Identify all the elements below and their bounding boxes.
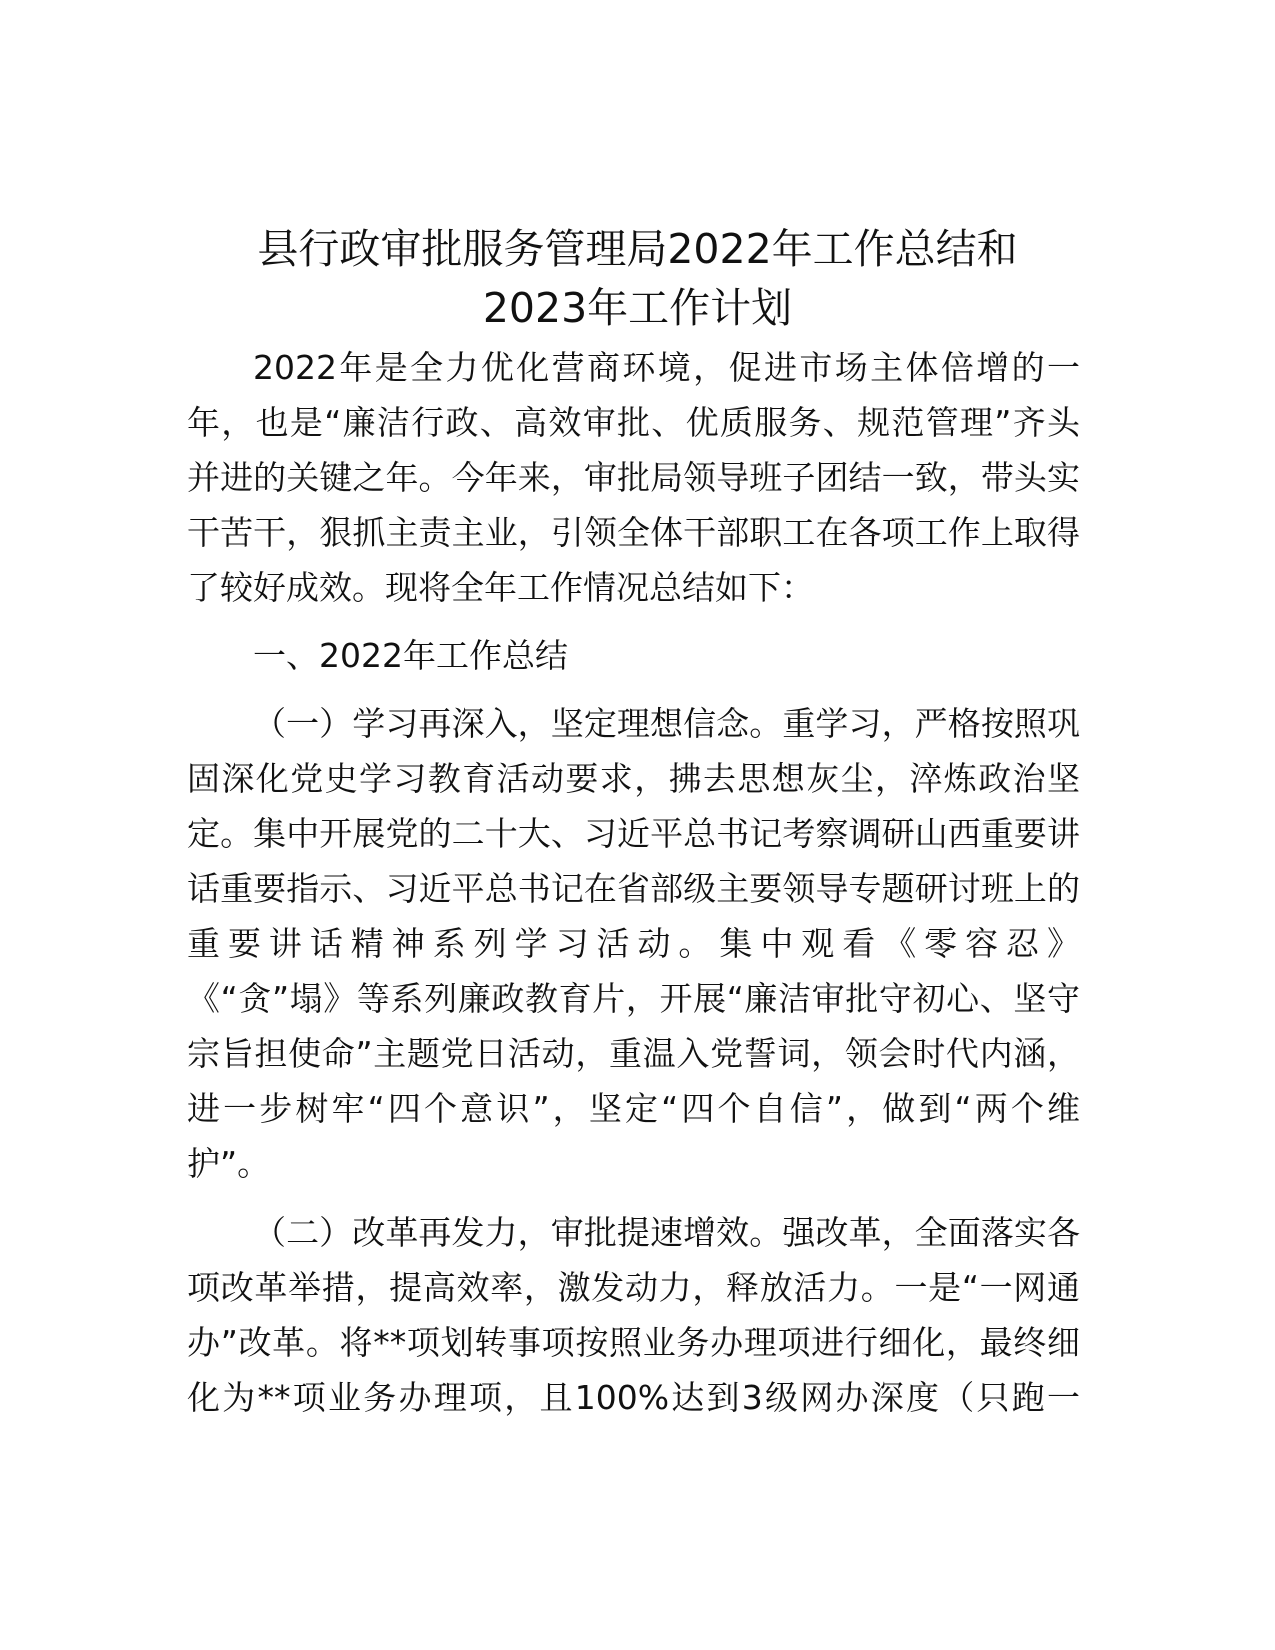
- paragraph-line: 年，也是“廉洁行政、高效审批、优质服务、规范管理”齐头: [187, 403, 1080, 442]
- paragraph-line: 办”改革。将**项划转事项按照业务办理项进行细化，最终细: [187, 1323, 1080, 1362]
- section-heading: 一、2022年工作总结: [253, 636, 568, 675]
- paragraph-line: （二）改革再发力，审批提速增效。强改革，全面落实各: [253, 1213, 1080, 1252]
- paragraph-line: 重要讲话精神系列学习活动。集中观看《零容忍》: [187, 924, 1080, 963]
- paragraph-line: 宗旨担使命”主题党日活动，重温入党誓词，领会时代内涵，: [187, 1034, 1080, 1073]
- paragraph-line: 2022年是全力优化营商环境，促进市场主体倍增的一: [253, 348, 1080, 387]
- document-title-line-2: 2023年工作计划: [482, 284, 793, 332]
- paragraph-line: 项改革举措，提高效率，激发动力，释放活力。一是“一网通: [187, 1268, 1080, 1307]
- paragraph-line: 并进的关键之年。今年来，审批局领导班子团结一致，带头实: [187, 458, 1080, 497]
- paragraph-line: 干苦干，狠抓主责主业，引领全体干部职工在各项工作上取得: [187, 513, 1080, 552]
- document-title-line-1: 县行政审批服务管理局2022年工作总结和: [257, 225, 1018, 273]
- paragraph-line: 化为**项业务办理项，且100%达到3级网办深度（只跑一: [187, 1378, 1080, 1417]
- paragraph-line: 护”。: [187, 1144, 271, 1183]
- paragraph-line: 了较好成效。现将全年工作情况总结如下：: [187, 568, 814, 607]
- paragraph-line: 进一步树牢“四个意识”，坚定“四个自信”，做到“两个维: [187, 1089, 1080, 1128]
- paragraph-line: 《“贪”塌》等系列廉政教育片，开展“廉洁审批守初心、坚守: [187, 979, 1080, 1018]
- paragraph-line: 话重要指示、习近平总书记在省部级主要领导专题研讨班上的: [187, 869, 1080, 908]
- paragraph-line: 固深化党史学习教育活动要求，拂去思想灰尘，淬炼政治坚: [187, 759, 1080, 798]
- paragraph-line: （一）学习再深入，坚定理想信念。重学习，严格按照巩: [253, 704, 1080, 743]
- paragraph-line: 定。集中开展党的二十大、习近平总书记考察调研山西重要讲: [187, 814, 1080, 853]
